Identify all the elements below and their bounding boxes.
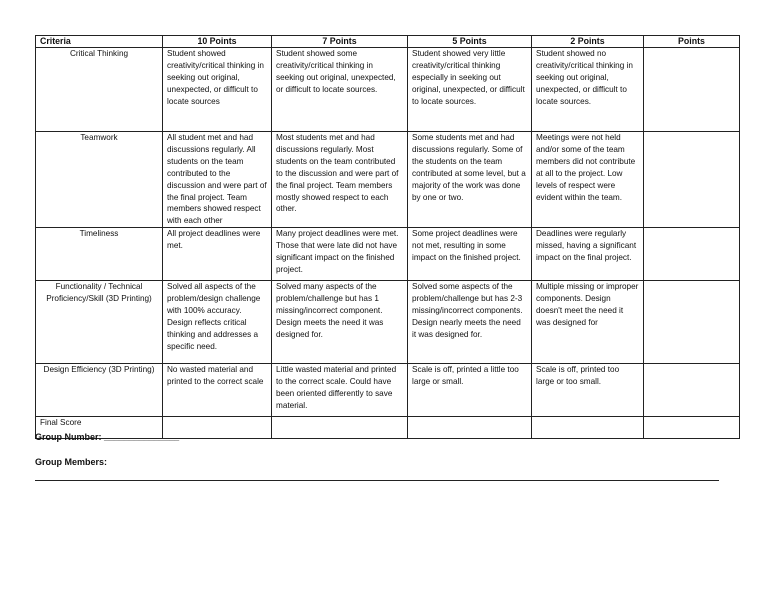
cell-2-points: Meetings were not held and/or some of the team members did not contribute at all to the project. Low levels of respect were evident within the team. xyxy=(532,132,644,228)
cell-2-points: Multiple missing or improper components. Design doesn't meet the need it was designed for xyxy=(532,281,644,364)
group-members-label: Group Members: xyxy=(35,457,108,467)
final-score-cell xyxy=(272,417,408,439)
criterion-label: Teamwork xyxy=(36,132,163,228)
group-number: Group Number: _______________ xyxy=(35,432,180,442)
header-5-points: 5 Points xyxy=(408,36,532,48)
cell-5-points: Student showed very little creativity/critical thinking especially in seeking out original, unexpected, or difficult to locate sources. xyxy=(408,48,532,132)
cell-7-points: Many project deadlines were met. Those that were late did not have significant impact on the finished project. xyxy=(272,228,408,281)
final-score-cell xyxy=(408,417,532,439)
cell-2-points: Deadlines were regularly missed, having a significant impact on the final project. xyxy=(532,228,644,281)
cell-2-points: Student showed no creativity/critical thinking in seeking out original, unexpected, or difficult to locate sources. xyxy=(532,48,644,132)
rubric-table xyxy=(35,35,740,439)
final-score-total[interactable] xyxy=(644,417,740,439)
points-cell[interactable] xyxy=(644,48,740,132)
cell-7-points: Little wasted material and printed to the correct scale. Could have been oriented differently to save material. xyxy=(272,364,408,417)
header-2-points: 2 Points xyxy=(532,36,644,48)
header-row xyxy=(36,36,740,48)
row-functionality xyxy=(36,281,740,364)
cell-10-points: All student met and had discussions regularly. All students on the team contributed to the discussion and were part of the final project. Team members showed respect with each other xyxy=(163,132,272,228)
criterion-label: Timeliness xyxy=(36,228,163,281)
criterion-label: Critical Thinking xyxy=(36,48,163,132)
cell-5-points: Some students met and had discussions regularly. Some of the students on the team contributed at some level, but a majority of the work was done by one or two. xyxy=(408,132,532,228)
row-critical-thinking xyxy=(36,48,740,132)
final-score-cell xyxy=(532,417,644,439)
header-10-points: 10 Points xyxy=(163,36,272,48)
cell-10-points: Solved all aspects of the problem/design challenge with 100% accuracy. Design reflects critical thinking and addresses a specific need. xyxy=(163,281,272,364)
row-design-efficiency xyxy=(36,364,740,417)
points-cell[interactable] xyxy=(644,364,740,417)
cell-10-points: No wasted material and printed to the correct scale xyxy=(163,364,272,417)
criterion-label: Functionality / Technical Proficiency/Skill (3D Printing) xyxy=(36,281,163,364)
points-cell[interactable] xyxy=(644,228,740,281)
criterion-label: Design Efficiency (3D Printing) xyxy=(36,364,163,417)
header-points: Points xyxy=(644,36,740,48)
cell-10-points: Student showed creativity/critical thinking in seeking out original, unexpected, or difficult to locate sources xyxy=(163,48,272,132)
cell-5-points: Some project deadlines were not met, resulting in some impact on the finished project. xyxy=(408,228,532,281)
header-criteria: Criteria xyxy=(36,36,163,48)
cell-5-points: Solved some aspects of the problem/challenge but has 2-3 missing/incorrect components. Design nearly meets the need it was designed for. xyxy=(408,281,532,364)
cell-2-points: Scale is off, printed too large or too small. xyxy=(532,364,644,417)
cell-7-points: Most students met and had discussions regularly. Most students on the team contributed to the discussion and were part of the final project. Team members mostly showed respect to each other. xyxy=(272,132,408,228)
cell-7-points: Student showed some creativity/critical thinking in seeking out original, unexpected, or difficult to locate sources. xyxy=(272,48,408,132)
header-7-points: 7 Points xyxy=(272,36,408,48)
cell-5-points: Scale is off, printed a little too large or small. xyxy=(408,364,532,417)
cell-7-points: Solved many aspects of the problem/challenge but has 1 missing/incorrect component. Design meets the need it was designed for. xyxy=(272,281,408,364)
final-score-label: Final Score xyxy=(36,417,163,439)
row-teamwork xyxy=(36,132,740,228)
group-members-line xyxy=(35,480,719,481)
points-cell[interactable] xyxy=(644,132,740,228)
cell-10-points: All project deadlines were met. xyxy=(163,228,272,281)
points-cell[interactable] xyxy=(644,281,740,364)
row-timeliness xyxy=(36,228,740,281)
